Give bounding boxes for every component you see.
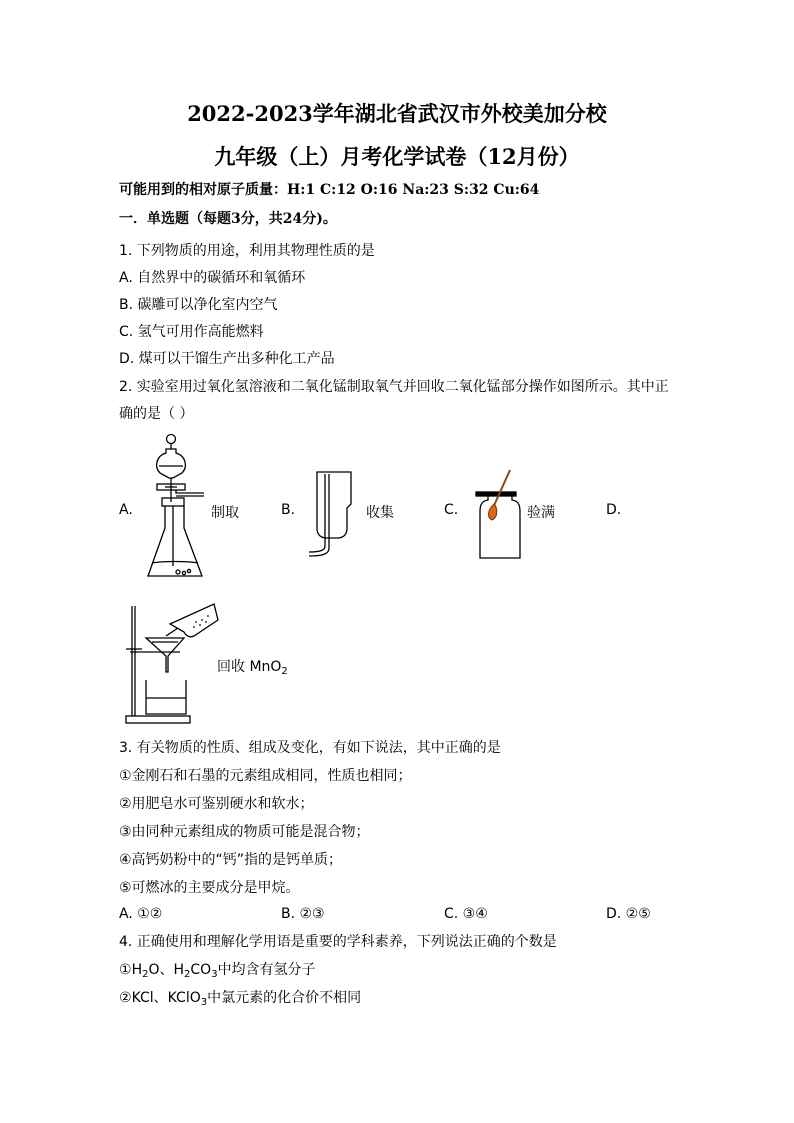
exam-title-line2: 九年级（上）月考化学试卷（12月份） [214,144,580,169]
q2-option-d-label-sub: 2 [281,666,288,677]
q4-statement-1 [119,961,316,979]
q1-option-d: D. 煤可以干馏生产出多种化工产品 [119,351,335,367]
q2-option-b-letter: B. [281,502,296,518]
q4-s2-text: 中氯元素的化合价不相同 [207,990,362,1006]
q3-option-c: C. ③④ [444,906,488,922]
q2-option-d-label [217,656,288,676]
figure-d-filtration [124,602,220,726]
q4-s1-formula-part: H [131,962,143,978]
q4-s1-text: 中均含有氢分子 [217,962,316,978]
q3-statement-4: ④高钙奶粉中的“钙”指的是钙单质； [119,852,343,868]
atomic-masses: 可能用到的相对原子质量：H:1 C:12 O:16 Na:23 S:32 Cu:64 [119,182,540,198]
q2-option-b-label: 收集 [366,505,394,521]
q2-option-c-label: 验满 [527,505,555,521]
q4-s1-subscript: 2 [142,969,149,980]
q4-s1-subscript: 3 [211,969,218,980]
figure-c-test-full [470,468,528,562]
q4-s1-num: ① [119,962,132,978]
exam-title-line1: 2022-2023学年湖北省武汉市外校美加分校 [187,101,607,126]
q1-option-c: C. 氢气可用作高能燃料 [119,324,264,340]
q4-s2-num: ② [119,990,132,1006]
q4-s1-formula-part: CO [190,962,212,978]
q4-s2-formula-part: KCl、KClO [131,990,201,1006]
q2-stem-line2: 确的是（ ） [119,406,194,422]
q3-option-a: A. ①② [119,906,163,922]
section-heading: 一．单选题（每题3分，共24分)。 [119,211,337,227]
q4-s1-formula-part: O、H [148,962,185,978]
q4-s2-subscript: 3 [200,997,208,1008]
q2-option-d-letter: D. [606,502,622,518]
q4-statement-2 [119,989,361,1007]
q3-stem: 3. 有关物质的性质、组成及变化，有如下说法，其中正确的是 [119,740,501,756]
q1-stem: 1. 下列物质的用途，利用其物理性质的是 [119,243,375,259]
q1-option-b: B. 碳雕可以净化室内空气 [119,297,278,313]
q3-statement-3: ③由同种元素组成的物质可能是混合物； [119,824,370,840]
q2-option-c-letter: C. [444,502,459,518]
q1-option-a: A. 自然界中的碳循环和氧循环 [119,270,306,286]
figure-b-gas-collection [305,468,360,560]
q2-option-a-label: 制取 [211,505,239,521]
q4-s1-subscript: 2 [184,969,191,980]
q3-option-b: B. ②③ [281,906,325,922]
q3-statement-5: ⑤可燃冰的主要成分是甲烷。 [119,880,300,896]
q2-stem-line1: 2. 实验室用过氧化氢溶液和二氧化锰制取氧气并回收二氧化锰部分操作如图所示。其中正 [119,379,669,395]
figure-a-oxygen-generation [140,432,212,582]
q2-option-a-letter: A. [119,502,133,518]
q3-option-d: D. ②⑤ [606,906,651,922]
q3-statement-1: ①金刚石和石墨的元素组成相同，性质也相同； [119,768,412,784]
q3-statement-2: ②用肥皂水可鉴别硬水和软水； [119,796,314,812]
q4-stem: 4. 正确使用和理解化学用语是重要的学科素养，下列说法正确的个数是 [119,934,557,950]
q2-option-d-label-text: 回收 MnO [217,659,282,675]
